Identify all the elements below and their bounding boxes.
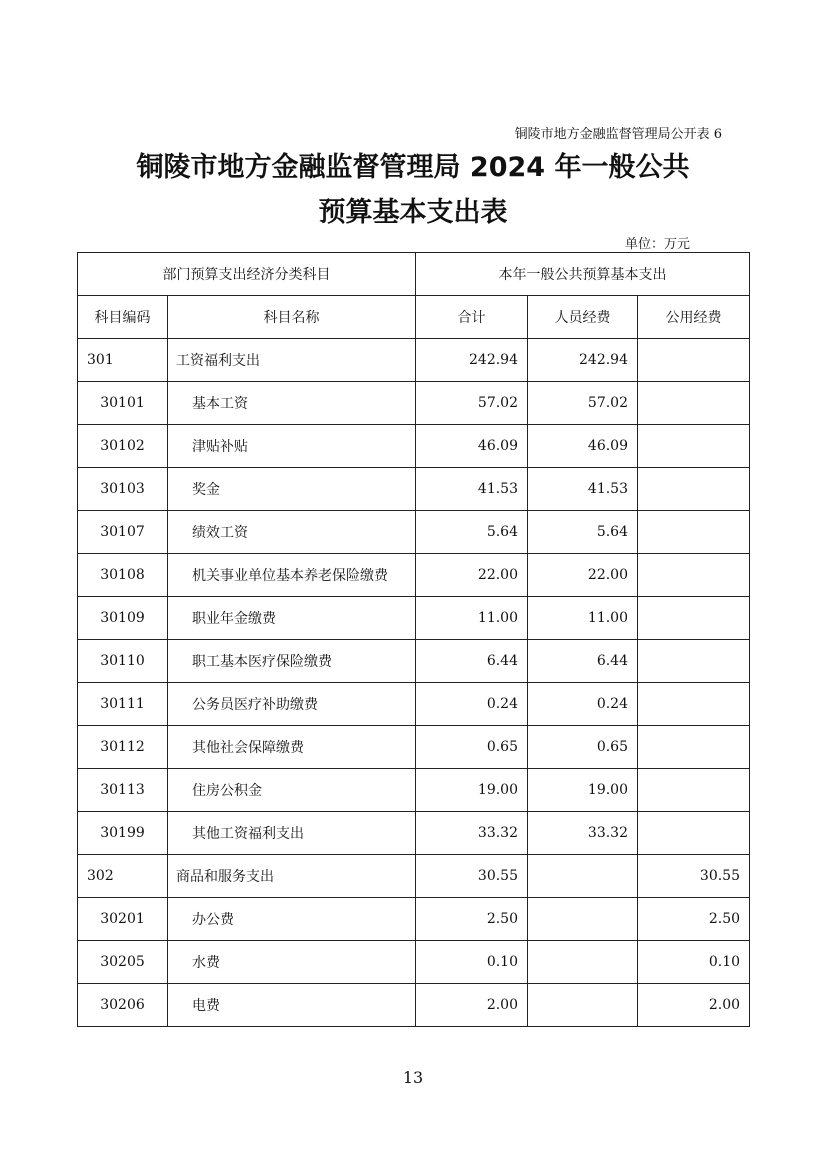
cell-personnel: 41.53 — [528, 468, 638, 511]
column-header-name: 科目名称 — [168, 296, 416, 339]
cell-name: 其他工资福利支出 — [168, 812, 416, 855]
cell-code: 30199 — [78, 812, 168, 855]
cell-total: 5.64 — [416, 511, 528, 554]
cell-personnel: 19.00 — [528, 769, 638, 812]
cell-public — [638, 812, 750, 855]
table-body — [78, 339, 750, 1027]
cell-public — [638, 640, 750, 683]
cell-code: 30205 — [78, 941, 168, 984]
cell-code: 30109 — [78, 597, 168, 640]
cell-public — [638, 468, 750, 511]
cell-code: 302 — [78, 855, 168, 898]
cell-name: 电费 — [168, 984, 416, 1027]
cell-total: 46.09 — [416, 425, 528, 468]
cell-public: 0.10 — [638, 941, 750, 984]
cell-code: 30112 — [78, 726, 168, 769]
cell-total: 0.65 — [416, 726, 528, 769]
cell-total: 0.10 — [416, 941, 528, 984]
cell-total: 33.32 — [416, 812, 528, 855]
cell-name: 奖金 — [168, 468, 416, 511]
cell-name: 商品和服务支出 — [168, 855, 416, 898]
table-row — [78, 554, 750, 597]
table-row — [78, 683, 750, 726]
page-number: 13 — [402, 1068, 424, 1087]
cell-total: 41.53 — [416, 468, 528, 511]
cell-name: 津贴补贴 — [168, 425, 416, 468]
cell-name: 住房公积金 — [168, 769, 416, 812]
cell-public — [638, 382, 750, 425]
cell-personnel: 6.44 — [528, 640, 638, 683]
table-row — [78, 511, 750, 554]
column-header-public: 公用经费 — [638, 296, 750, 339]
cell-personnel: 46.09 — [528, 425, 638, 468]
table-column-header-row — [78, 296, 750, 339]
cell-name: 职工基本医疗保险缴费 — [168, 640, 416, 683]
cell-name: 绩效工资 — [168, 511, 416, 554]
cell-public — [638, 726, 750, 769]
cell-personnel: 0.65 — [528, 726, 638, 769]
cell-personnel: 57.02 — [528, 382, 638, 425]
cell-name: 基本工资 — [168, 382, 416, 425]
cell-code: 30113 — [78, 769, 168, 812]
cell-code: 30102 — [78, 425, 168, 468]
cell-code: 30206 — [78, 984, 168, 1027]
column-header-code: 科目编码 — [78, 296, 168, 339]
budget-table — [77, 252, 750, 1027]
cell-total: 0.24 — [416, 683, 528, 726]
cell-code: 30110 — [78, 640, 168, 683]
cell-total: 57.02 — [416, 382, 528, 425]
cell-public — [638, 554, 750, 597]
cell-code: 30107 — [78, 511, 168, 554]
cell-personnel — [528, 855, 638, 898]
column-header-total: 合计 — [416, 296, 528, 339]
table-row — [78, 382, 750, 425]
cell-code: 30108 — [78, 554, 168, 597]
cell-personnel — [528, 984, 638, 1027]
cell-public — [638, 597, 750, 640]
cell-public — [638, 425, 750, 468]
cell-name: 水费 — [168, 941, 416, 984]
cell-public: 2.50 — [638, 898, 750, 941]
cell-name: 办公费 — [168, 898, 416, 941]
table-row — [78, 640, 750, 683]
cell-total: 19.00 — [416, 769, 528, 812]
cell-personnel: 22.00 — [528, 554, 638, 597]
group-header-basic-expenditure: 本年一般公共预算基本支出 — [416, 253, 750, 296]
cell-name: 公务员医疗补助缴费 — [168, 683, 416, 726]
cell-public — [638, 769, 750, 812]
cell-personnel: 33.32 — [528, 812, 638, 855]
cell-name: 机关事业单位基本养老保险缴费 — [168, 554, 416, 597]
cell-code: 30111 — [78, 683, 168, 726]
cell-total: 6.44 — [416, 640, 528, 683]
unit-label: 单位：万元 — [624, 237, 690, 252]
document-tag: 铜陵市地方金融监督管理局公开表 6 — [514, 127, 722, 142]
cell-personnel: 11.00 — [528, 597, 638, 640]
cell-personnel — [528, 941, 638, 984]
table-row — [78, 812, 750, 855]
cell-public: 30.55 — [638, 855, 750, 898]
table-row — [78, 597, 750, 640]
cell-total: 30.55 — [416, 855, 528, 898]
cell-personnel — [528, 898, 638, 941]
cell-code: 30201 — [78, 898, 168, 941]
table-row — [78, 769, 750, 812]
cell-code: 30103 — [78, 468, 168, 511]
cell-public — [638, 511, 750, 554]
table-row — [78, 425, 750, 468]
cell-name: 其他社会保障缴费 — [168, 726, 416, 769]
table-row — [78, 855, 750, 898]
page-title-line2: 预算基本支出表 — [318, 197, 508, 228]
cell-personnel: 242.94 — [528, 339, 638, 382]
cell-total: 242.94 — [416, 339, 528, 382]
table-row — [78, 468, 750, 511]
cell-total: 2.50 — [416, 898, 528, 941]
cell-name: 工资福利支出 — [168, 339, 416, 382]
page-title-line1: 铜陵市地方金融监督管理局 2024 年一般公共 — [136, 152, 690, 183]
table-row — [78, 941, 750, 984]
cell-total: 2.00 — [416, 984, 528, 1027]
table-group-header-row — [78, 253, 750, 296]
cell-total: 22.00 — [416, 554, 528, 597]
column-header-personnel: 人员经费 — [528, 296, 638, 339]
cell-total: 11.00 — [416, 597, 528, 640]
table-row — [78, 726, 750, 769]
cell-personnel: 0.24 — [528, 683, 638, 726]
cell-code: 30101 — [78, 382, 168, 425]
group-header-classification: 部门预算支出经济分类科目 — [78, 253, 416, 296]
cell-public: 2.00 — [638, 984, 750, 1027]
table-row — [78, 339, 750, 382]
table-row — [78, 984, 750, 1027]
cell-public — [638, 683, 750, 726]
cell-code: 301 — [78, 339, 168, 382]
cell-public — [638, 339, 750, 382]
cell-personnel: 5.64 — [528, 511, 638, 554]
table-row — [78, 898, 750, 941]
cell-name: 职业年金缴费 — [168, 597, 416, 640]
